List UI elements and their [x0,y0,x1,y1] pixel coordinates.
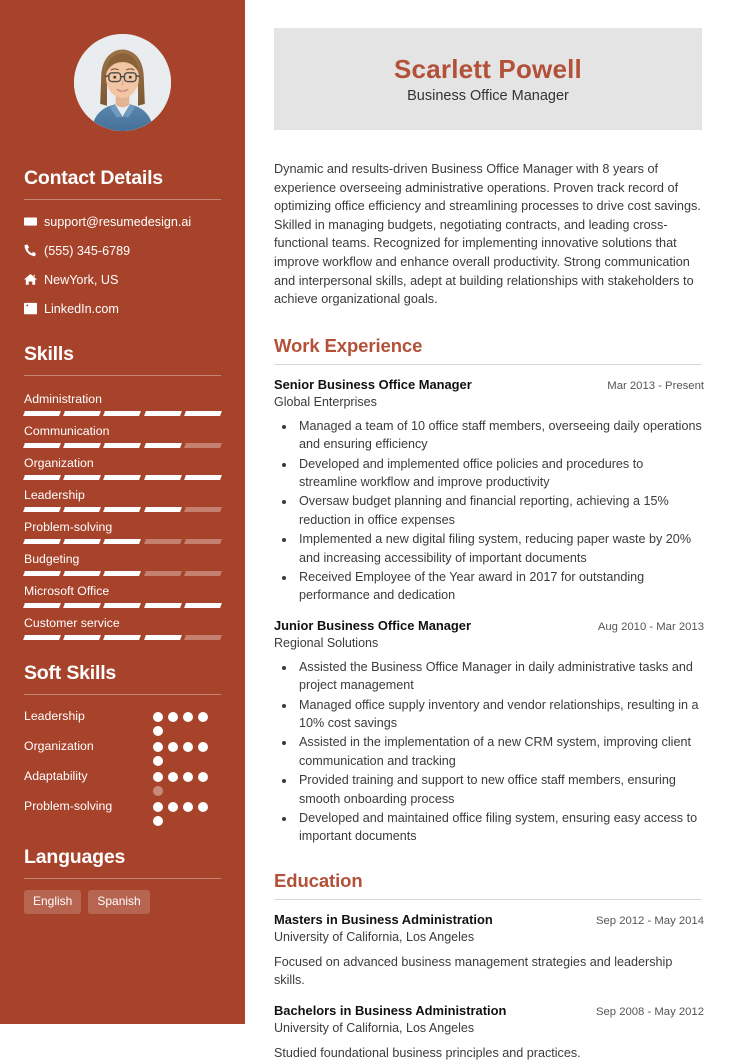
soft-skill-dot-rating [153,766,221,796]
skill-level-segment [103,411,141,416]
phone-icon [24,244,44,257]
skill-level-segment [144,475,182,480]
skill-item [24,483,221,512]
education-entry-degree: Bachelors in Business Administration [274,1002,507,1018]
list-item: • Managed a team of 10 office staff members, overseeing daily operations and ensuring efficiency [296,417,704,454]
skill-level-bar [24,411,221,416]
work-entry-list [274,376,704,846]
skill-level-segment [63,443,101,448]
work-entry-title: Junior Business Office Manager [274,617,471,633]
soft-skills-list [24,706,221,826]
rating-dot [168,802,178,812]
education-entry-header [274,911,704,929]
skill-item [24,387,221,416]
skill-level-segment [103,507,141,512]
skill-level-segment [23,635,61,640]
skill-level-bar [24,635,221,640]
soft-skill-row [24,796,221,826]
list-item: • Assisted the Business Office Manager in daily administrative tasks and project management [296,658,704,695]
rating-dot [198,802,208,812]
avatar-wrap [24,34,221,131]
contact-location-text: NewYork, US [44,272,119,287]
skill-level-segment [103,603,141,608]
rating-dot [153,772,163,782]
soft-skill-dot-rating [153,796,221,826]
divider [274,364,702,365]
skill-level-segment [184,539,222,544]
soft-skill-label: Adaptability [24,769,88,783]
skill-level-segment [103,571,141,576]
work-entry-header [274,376,704,394]
divider [24,694,221,695]
skill-level-segment [63,475,101,480]
contact-item-location[interactable] [24,269,221,290]
profile-photo-icon [74,34,171,131]
skills-list [24,387,221,640]
rating-dot [153,742,163,752]
work-entry-header [274,617,704,635]
education-entry-institution: University of California, Los Angeles [274,1020,475,1035]
rating-dot [153,712,163,722]
education-entry-degree: Masters in Business Administration [274,911,493,927]
work-entry-organization: Global Enterprises [274,394,377,409]
divider [24,878,221,879]
work-entry-organization: Regional Solutions [274,635,379,650]
rating-dot [153,756,163,766]
soft-skill-label: Leadership [24,709,85,723]
skill-level-segment [23,539,61,544]
skill-item [24,515,221,544]
skill-item [24,451,221,480]
contact-details-section [24,167,221,319]
work-entry [274,376,704,605]
skill-level-segment [144,411,182,416]
avatar [74,34,171,131]
contact-email-text: support@resumedesign.ai [44,214,192,229]
list-item: • Developed and maintained office filing system, ensuring easy access to important documents [296,809,704,846]
contact-item-email[interactable] [24,211,221,232]
soft-skill-label: Organization [24,739,94,753]
skill-level-segment [23,411,61,416]
profile-summary: Dynamic and results-driven Business Office Manager with 8 years of experience overseeing administrative operations. Proven track record of optimizing office efficiency and streamlining processes to drive cost savings. Skilled in managing budgets, negotiating contracts, and leading cross-functional teams. Recognized for implementing innovative solutions that improve workflow and enhance overall productivity. Strong communication and interpersonal skills, adept at building relationships with stakeholders to achieve organizational goals. [274,162,701,307]
skills-heading: Skills [24,343,74,365]
skill-level-segment [103,539,141,544]
skill-label: Organization [24,456,94,470]
rating-dot [198,712,208,722]
rating-dot [183,802,193,812]
list-item: • Developed and implemented office policies and procedures to streamline workflow and improve productivity [296,455,704,492]
skill-level-segment [103,443,141,448]
skill-label: Administration [24,392,102,406]
skill-level-segment [184,507,222,512]
education-section [274,870,704,1062]
skill-level-segment [103,475,141,480]
language-pill-list [24,890,221,914]
work-experience-section [274,335,704,846]
contact-details-heading: Contact Details [24,167,163,189]
sidebar [0,0,245,1024]
skill-level-segment [184,635,222,640]
skill-level-segment [63,571,101,576]
rating-dot [183,772,193,782]
soft-skill-row [24,736,221,766]
education-entry [274,1002,704,1062]
contact-phone-text: (555) 345-6789 [44,243,131,258]
rating-dot [153,726,163,736]
skill-level-segment [184,443,222,448]
skill-label: Problem-solving [24,520,113,534]
skill-level-segment [103,635,141,640]
work-entry-bullets [274,417,704,605]
skill-label: Communication [24,424,110,438]
skill-level-segment [63,411,101,416]
list-item: • Implemented a new digital filing system, reducing paper waste by 20% and increasing accessibility of important documents [296,530,704,567]
education-entry-description: Focused on advanced business management strategies and leadership skills. [274,954,673,988]
rating-dot [183,712,193,722]
divider [24,375,221,376]
skill-level-segment [144,443,182,448]
skill-item [24,611,221,640]
skill-item [24,579,221,608]
soft-skill-dot-rating [153,706,221,736]
contact-list [24,211,221,319]
skill-label: Leadership [24,488,85,502]
list-item: • Provided training and support to new office staff members, ensuring smooth onboarding process [296,771,704,808]
rating-dot [183,742,193,752]
skill-level-bar [24,443,221,448]
education-entry-header [274,1002,704,1020]
skill-level-segment [63,603,101,608]
skill-item [24,419,221,448]
skill-level-bar [24,475,221,480]
work-entry-date: Aug 2010 - Mar 2013 [597,620,704,633]
list-item: • Received Employee of the Year award in 2017 for outstanding performance and dedication [296,568,704,605]
contact-item-phone[interactable] [24,240,221,261]
divider [274,899,702,900]
rating-dot [153,816,163,826]
skill-level-bar [24,571,221,576]
language-pill: Spanish [88,890,149,914]
work-entry-date: Mar 2013 - Present [607,379,704,392]
skill-level-segment [63,635,101,640]
work-entry-bullets [274,658,704,846]
skill-level-segment [63,507,101,512]
contact-linkedin-text: LinkedIn.com [44,301,119,316]
list-item: • Assisted in the implementation of a new CRM system, improving client communication and tracking [296,733,704,770]
education-heading: Education [274,869,363,891]
skill-level-segment [144,603,182,608]
skill-level-segment [23,603,61,608]
skill-level-segment [184,571,222,576]
skill-level-segment [23,475,61,480]
rating-dot [198,772,208,782]
list-item: • Oversaw budget planning and financial reporting, achieving a 15% reduction in office expenses [296,492,704,529]
education-entry-description: Studied foundational business principles and practices. [274,1045,581,1060]
rating-dot [153,786,163,796]
language-pill: English [24,890,81,914]
work-entry [274,617,704,846]
job-title: Business Office Manager [407,87,569,104]
skill-level-segment [144,571,182,576]
soft-skill-row [24,766,221,796]
linkedin-icon [24,302,44,315]
education-entry [274,911,704,990]
skill-level-segment [184,411,222,416]
skill-label: Customer service [24,616,120,630]
soft-skills-section [24,662,221,826]
work-entry-title: Senior Business Office Manager [274,376,472,392]
skill-level-bar [24,603,221,608]
rating-dot [168,772,178,782]
home-icon [24,273,44,286]
name-header-card [274,28,702,130]
soft-skills-heading: Soft Skills [24,662,117,684]
skills-section [24,343,221,640]
skill-level-segment [144,635,182,640]
rating-dot [198,742,208,752]
divider [24,199,221,200]
skill-level-bar [24,539,221,544]
skill-level-segment [23,571,61,576]
skill-level-segment [184,603,222,608]
skill-level-segment [184,475,222,480]
skill-level-segment [144,539,182,544]
education-entry-institution: University of California, Los Angeles [274,929,475,944]
list-item: • Managed office supply inventory and vendor relationships, resulting in a 10% cost savings [296,696,704,733]
page-title: Scarlett Powell [394,53,582,84]
envelope-icon [24,215,44,228]
skill-level-segment [23,443,61,448]
work-experience-heading: Work Experience [274,334,423,356]
education-entry-date: Sep 2012 - May 2014 [595,914,704,927]
education-entry-list [274,911,704,1062]
skill-item [24,547,221,576]
contact-item-linkedin[interactable] [24,298,221,319]
languages-section [24,846,221,914]
skill-level-segment [23,507,61,512]
skill-level-segment [144,507,182,512]
skill-label: Microsoft Office [24,584,110,598]
languages-heading: Languages [24,846,126,868]
soft-skill-label: Problem-solving [24,799,113,813]
main-content [258,0,716,1060]
rating-dot [168,712,178,722]
soft-skill-row [24,706,221,736]
rating-dot [168,742,178,752]
skill-label: Budgeting [24,552,80,566]
skill-level-segment [63,539,101,544]
rating-dot [153,802,163,812]
education-entry-date: Sep 2008 - May 2012 [595,1005,704,1018]
soft-skill-dot-rating [153,736,221,766]
skill-level-bar [24,507,221,512]
